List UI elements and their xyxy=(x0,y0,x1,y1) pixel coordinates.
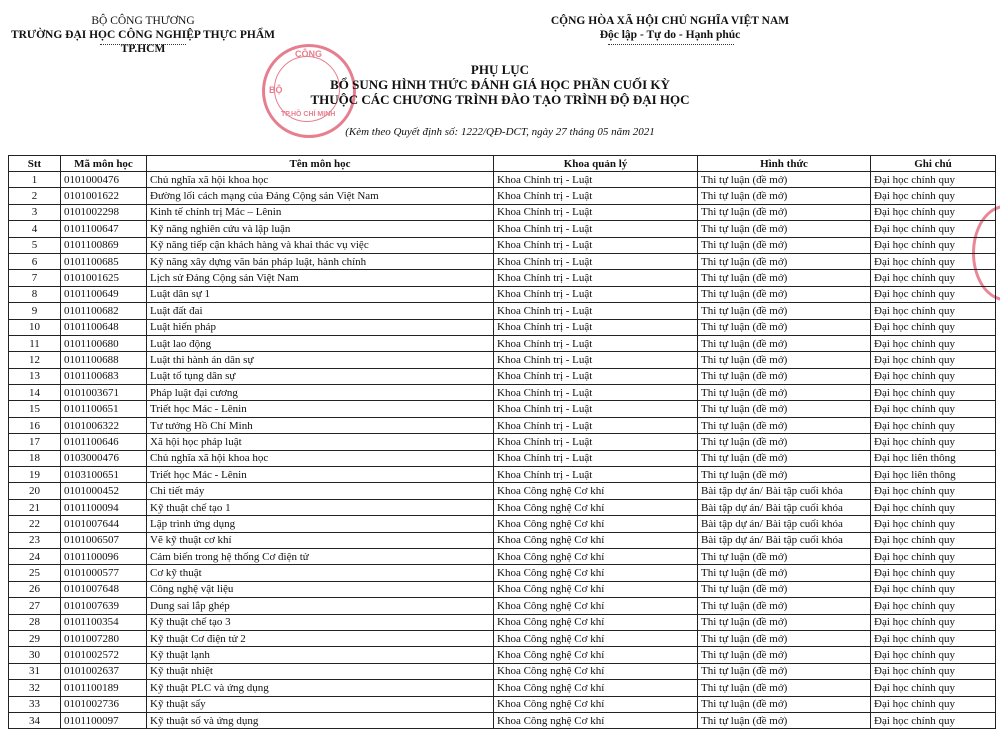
table-row xyxy=(9,483,996,499)
course-code-cell: 0101100685 xyxy=(61,253,147,269)
exam-format-cell: Thi tự luận (đề mở) xyxy=(698,680,871,696)
stt-cell: 13 xyxy=(9,368,61,384)
note-cell: Đại học chính quy xyxy=(871,270,996,286)
exam-format-cell: Thi tự luận (đề mở) xyxy=(698,450,871,466)
course-name-cell: Cơ kỹ thuật xyxy=(147,565,494,581)
exam-format-cell: Thi tự luận (đề mở) xyxy=(698,614,871,630)
note-cell: Đại học chính quy xyxy=(871,483,996,499)
left-divider xyxy=(100,44,186,45)
stt-cell: 29 xyxy=(9,630,61,646)
col-department-header: Khoa quản lý xyxy=(494,156,698,172)
course-name-cell: Luật đất đai xyxy=(147,303,494,319)
course-name-cell: Tư tưởng Hồ Chí Minh xyxy=(147,417,494,433)
course-name-cell: Kỹ thuật số và ứng dụng xyxy=(147,712,494,728)
exam-format-cell: Thi tự luận (đề mở) xyxy=(698,286,871,302)
note-cell: Đại học chính quy xyxy=(871,385,996,401)
department-cell: Khoa Chính trị - Luật xyxy=(494,172,698,188)
course-code-cell: 0103100651 xyxy=(61,467,147,483)
col-stt-header: Stt xyxy=(9,156,61,172)
stt-cell: 24 xyxy=(9,548,61,564)
department-cell: Khoa Chính trị - Luật xyxy=(494,221,698,237)
note-cell: Đại học chính quy xyxy=(871,368,996,384)
document-title xyxy=(200,62,800,107)
note-cell: Đại học chính quy xyxy=(871,303,996,319)
note-cell: Đại học chính quy xyxy=(871,548,996,564)
department-cell: Khoa Chính trị - Luật xyxy=(494,253,698,269)
course-name-cell: Đường lối cách mạng của Đảng Cộng sản Việt Nam xyxy=(147,188,494,204)
department-cell: Khoa Công nghệ Cơ khí xyxy=(494,630,698,646)
exam-format-cell: Thi tự luận (đề mở) xyxy=(698,253,871,269)
exam-format-cell: Thi tự luận (đề mở) xyxy=(698,712,871,728)
course-name-cell: Kinh tế chính trị Mác – Lênin xyxy=(147,204,494,220)
stt-cell: 9 xyxy=(9,303,61,319)
department-cell: Khoa Công nghệ Cơ khí xyxy=(494,581,698,597)
course-name-cell: Kỹ thuật Cơ điện tử 2 xyxy=(147,630,494,646)
note-cell: Đại học chính quy xyxy=(871,680,996,696)
col-format-header: Hình thức xyxy=(698,156,871,172)
exam-format-cell: Thi tự luận (đề mở) xyxy=(698,401,871,417)
course-name-cell: Kỹ thuật nhiệt xyxy=(147,663,494,679)
course-code-cell: 0101100647 xyxy=(61,221,147,237)
course-name-cell: Kỹ năng nghiên cứu và lập luận xyxy=(147,221,494,237)
note-cell: Đại học chính quy xyxy=(871,630,996,646)
table-row xyxy=(9,368,996,384)
note-cell: Đại học chính quy xyxy=(871,204,996,220)
note-cell: Đại học chính quy xyxy=(871,401,996,417)
stt-cell: 1 xyxy=(9,172,61,188)
table-row xyxy=(9,237,996,253)
table-row xyxy=(9,532,996,548)
department-cell: Khoa Công nghệ Cơ khí xyxy=(494,680,698,696)
department-cell: Khoa Công nghệ Cơ khí xyxy=(494,516,698,532)
exam-format-cell: Thi tự luận (đề mở) xyxy=(698,581,871,597)
table-row xyxy=(9,614,996,630)
exam-format-cell: Thi tự luận (đề mở) xyxy=(698,335,871,351)
course-name-cell: Chủ nghĩa xã hội khoa học xyxy=(147,450,494,466)
course-name-cell: Công nghệ vật liệu xyxy=(147,581,494,597)
note-cell: Đại học liên thông xyxy=(871,467,996,483)
table-row xyxy=(9,647,996,663)
note-cell: Đại học chính quy xyxy=(871,221,996,237)
course-code-cell: 0101002637 xyxy=(61,663,147,679)
course-name-cell: Lịch sử Đảng Cộng sản Việt Nam xyxy=(147,270,494,286)
table-row xyxy=(9,680,996,696)
stt-cell: 27 xyxy=(9,598,61,614)
course-name-cell: Chủ nghĩa xã hội khoa học xyxy=(147,172,494,188)
exam-format-cell: Thi tự luận (đề mở) xyxy=(698,630,871,646)
ministry-name: BỘ CÔNG THƯƠNG xyxy=(91,15,195,27)
exam-format-cell: Thi tự luận (đề mở) xyxy=(698,565,871,581)
department-cell: Khoa Chính trị - Luật xyxy=(494,385,698,401)
course-name-cell: Triết học Mác - Lênin xyxy=(147,401,494,417)
stt-cell: 22 xyxy=(9,516,61,532)
course-code-cell: 0103000476 xyxy=(61,450,147,466)
course-code-cell: 0101007644 xyxy=(61,516,147,532)
table-row xyxy=(9,434,996,450)
note-cell: Đại học chính quy xyxy=(871,516,996,532)
course-name-cell: Kỹ thuật lạnh xyxy=(147,647,494,663)
note-cell: Đại học chính quy xyxy=(871,352,996,368)
course-code-cell: 0101100869 xyxy=(61,237,147,253)
course-code-cell: 0101006507 xyxy=(61,532,147,548)
stt-cell: 10 xyxy=(9,319,61,335)
department-cell: Khoa Chính trị - Luật xyxy=(494,450,698,466)
exam-format-cell: Bài tập dự án/ Bài tập cuối khóa xyxy=(698,499,871,515)
table-row xyxy=(9,401,996,417)
col-note-header: Ghi chú xyxy=(871,156,996,172)
department-cell: Khoa Công nghệ Cơ khí xyxy=(494,696,698,712)
country-name: CỘNG HÒA XÃ HỘI CHỦ NGHĨA VIỆT NAM xyxy=(550,15,790,27)
note-cell: Đại học chính quy xyxy=(871,188,996,204)
course-code-cell: 0101007280 xyxy=(61,630,147,646)
note-cell: Đại học chính quy xyxy=(871,434,996,450)
course-name-cell: Xã hội học pháp luật xyxy=(147,434,494,450)
col-course-name-header: Tên môn học xyxy=(147,156,494,172)
stamp-bottom-text: TP.HỒ CHÍ MINH xyxy=(281,111,336,118)
course-name-cell: Kỹ thuật sấy xyxy=(147,696,494,712)
table-row xyxy=(9,467,996,483)
stt-cell: 34 xyxy=(9,712,61,728)
note-cell: Đại học chính quy xyxy=(871,663,996,679)
department-cell: Khoa Chính trị - Luật xyxy=(494,303,698,319)
department-cell: Khoa Chính trị - Luật xyxy=(494,237,698,253)
course-name-cell: Pháp luật đại cương xyxy=(147,385,494,401)
note-cell: Đại học chính quy xyxy=(871,499,996,515)
course-name-cell: Kỹ năng tiếp cận khách hàng và khai thác vụ việc xyxy=(147,237,494,253)
course-code-cell: 0101000452 xyxy=(61,483,147,499)
stt-cell: 3 xyxy=(9,204,61,220)
col-code-header: Mã môn học xyxy=(61,156,147,172)
title-line-1: PHỤ LỤC xyxy=(470,62,530,77)
stt-cell: 26 xyxy=(9,581,61,597)
table-row xyxy=(9,516,996,532)
table-row xyxy=(9,303,996,319)
stamp-top-text: CÔNG xyxy=(295,49,322,59)
course-code-cell: 0101100096 xyxy=(61,548,147,564)
stt-cell: 33 xyxy=(9,696,61,712)
department-cell: Khoa Chính trị - Luật xyxy=(494,401,698,417)
exam-format-cell: Bài tập dự án/ Bài tập cuối khóa xyxy=(698,532,871,548)
department-cell: Khoa Công nghệ Cơ khí xyxy=(494,483,698,499)
course-code-cell: 0101100354 xyxy=(61,614,147,630)
department-cell: Khoa Công nghệ Cơ khí xyxy=(494,565,698,581)
department-cell: Khoa Chính trị - Luật xyxy=(494,335,698,351)
exam-format-cell: Thi tự luận (đề mở) xyxy=(698,663,871,679)
course-name-cell: Luật hiến pháp xyxy=(147,319,494,335)
table-row xyxy=(9,352,996,368)
stt-cell: 15 xyxy=(9,401,61,417)
table-row xyxy=(9,598,996,614)
department-cell: Khoa Chính trị - Luật xyxy=(494,368,698,384)
exam-format-cell: Thi tự luận (đề mở) xyxy=(698,434,871,450)
stt-cell: 8 xyxy=(9,286,61,302)
note-cell: Đại học liên thông xyxy=(871,450,996,466)
table-row xyxy=(9,172,996,188)
department-cell: Khoa Chính trị - Luật xyxy=(494,286,698,302)
department-cell: Khoa Chính trị - Luật xyxy=(494,188,698,204)
exam-format-cell: Thi tự luận (đề mở) xyxy=(698,237,871,253)
table-row xyxy=(9,319,996,335)
course-name-cell: Luật lao động xyxy=(147,335,494,351)
course-name-cell: Kỹ thuật chế tạo 3 xyxy=(147,614,494,630)
stamp-side-text: BỘ xyxy=(269,85,283,95)
course-name-cell: Kỹ thuật chế tạo 1 xyxy=(147,499,494,515)
school-name: TRƯỜNG ĐẠI HỌC CÔNG NGHIỆP THỰC PHẨM TP.HCM xyxy=(10,29,276,55)
stt-cell: 2 xyxy=(9,188,61,204)
stt-cell: 11 xyxy=(9,335,61,351)
exam-format-cell: Thi tự luận (đề mở) xyxy=(698,303,871,319)
stt-cell: 19 xyxy=(9,467,61,483)
table-row xyxy=(9,663,996,679)
table-row xyxy=(9,450,996,466)
note-cell: Đại học chính quy xyxy=(871,696,996,712)
exam-format-cell: Thi tự luận (đề mở) xyxy=(698,647,871,663)
exam-format-cell: Thi tự luận (đề mở) xyxy=(698,548,871,564)
national-motto: Độc lập - Tự do - Hạnh phúc xyxy=(599,29,741,41)
course-code-cell: 0101100097 xyxy=(61,712,147,728)
note-cell: Đại học chính quy xyxy=(871,172,996,188)
stt-cell: 7 xyxy=(9,270,61,286)
exam-format-cell: Thi tự luận (đề mở) xyxy=(698,696,871,712)
department-cell: Khoa Công nghệ Cơ khí xyxy=(494,663,698,679)
course-code-cell: 0101001625 xyxy=(61,270,147,286)
course-code-cell: 0101100680 xyxy=(61,335,147,351)
course-code-cell: 0101100646 xyxy=(61,434,147,450)
course-code-cell: 0101100648 xyxy=(61,319,147,335)
table-row xyxy=(9,499,996,515)
stt-cell: 18 xyxy=(9,450,61,466)
table-row xyxy=(9,417,996,433)
issuer-header xyxy=(8,14,278,56)
note-cell: Đại học chính quy xyxy=(871,319,996,335)
course-name-cell: Chi tiết máy xyxy=(147,483,494,499)
course-code-cell: 0101000476 xyxy=(61,172,147,188)
exam-format-cell: Thi tự luận (đề mở) xyxy=(698,352,871,368)
exam-format-cell: Thi tự luận (đề mở) xyxy=(698,598,871,614)
note-cell: Đại học chính quy xyxy=(871,286,996,302)
stt-cell: 5 xyxy=(9,237,61,253)
exam-format-cell: Thi tự luận (đề mở) xyxy=(698,172,871,188)
course-name-cell: Triết học Mác - Lênin xyxy=(147,467,494,483)
course-code-cell: 0101100682 xyxy=(61,303,147,319)
table-body xyxy=(9,172,996,729)
course-code-cell: 0101006322 xyxy=(61,417,147,433)
course-code-cell: 0101002572 xyxy=(61,647,147,663)
course-name-cell: Luật tố tụng dân sự xyxy=(147,368,494,384)
exam-format-cell: Bài tập dự án/ Bài tập cuối khóa xyxy=(698,483,871,499)
table-row xyxy=(9,204,996,220)
course-table xyxy=(8,155,996,729)
course-name-cell: Luật thi hành án dân sự xyxy=(147,352,494,368)
note-cell: Đại học chính quy xyxy=(871,253,996,269)
note-cell: Đại học chính quy xyxy=(871,614,996,630)
stt-cell: 31 xyxy=(9,663,61,679)
exam-format-cell: Thi tự luận (đề mở) xyxy=(698,270,871,286)
exam-format-cell: Thi tự luận (đề mở) xyxy=(698,188,871,204)
table-row xyxy=(9,188,996,204)
department-cell: Khoa Công nghệ Cơ khí xyxy=(494,598,698,614)
course-name-cell: Cảm biến trong hệ thống Cơ điện tử xyxy=(147,548,494,564)
note-cell: Đại học chính quy xyxy=(871,565,996,581)
course-name-cell: Dung sai lắp ghép xyxy=(147,598,494,614)
national-header xyxy=(520,14,820,42)
table-row xyxy=(9,565,996,581)
course-code-cell: 0101001622 xyxy=(61,188,147,204)
course-code-cell: 0101007648 xyxy=(61,581,147,597)
stt-cell: 28 xyxy=(9,614,61,630)
department-cell: Khoa Công nghệ Cơ khí xyxy=(494,614,698,630)
department-cell: Khoa Công nghệ Cơ khí xyxy=(494,499,698,515)
course-code-cell: 0101003671 xyxy=(61,385,147,401)
table-header-row xyxy=(9,156,996,172)
table-row xyxy=(9,696,996,712)
exam-format-cell: Bài tập dự án/ Bài tập cuối khóa xyxy=(698,516,871,532)
note-cell: Đại học chính quy xyxy=(871,335,996,351)
course-name-cell: Kỹ thuật PLC và ứng dụng xyxy=(147,680,494,696)
course-name-cell: Lập trình ứng dụng xyxy=(147,516,494,532)
course-code-cell: 0101100189 xyxy=(61,680,147,696)
table-row xyxy=(9,253,996,269)
table-row xyxy=(9,335,996,351)
note-cell: Đại học chính quy xyxy=(871,581,996,597)
stt-cell: 23 xyxy=(9,532,61,548)
course-code-cell: 0101100649 xyxy=(61,286,147,302)
table-row xyxy=(9,712,996,728)
department-cell: Khoa Công nghệ Cơ khí xyxy=(494,647,698,663)
course-code-cell: 0101002298 xyxy=(61,204,147,220)
course-code-cell: 0101100683 xyxy=(61,368,147,384)
exam-format-cell: Thi tự luận (đề mở) xyxy=(698,221,871,237)
table-row xyxy=(9,548,996,564)
stt-cell: 20 xyxy=(9,483,61,499)
stt-cell: 16 xyxy=(9,417,61,433)
course-code-cell: 0101100094 xyxy=(61,499,147,515)
stt-cell: 21 xyxy=(9,499,61,515)
department-cell: Khoa Công nghệ Cơ khí xyxy=(494,548,698,564)
right-divider xyxy=(608,44,734,45)
stt-cell: 25 xyxy=(9,565,61,581)
department-cell: Khoa Chính trị - Luật xyxy=(494,467,698,483)
course-code-cell: 0101002736 xyxy=(61,696,147,712)
note-cell: Đại học chính quy xyxy=(871,532,996,548)
table-row xyxy=(9,270,996,286)
exam-format-cell: Thi tự luận (đề mở) xyxy=(698,204,871,220)
department-cell: Khoa Công nghệ Cơ khí xyxy=(494,532,698,548)
course-name-cell: Kỹ năng xây dựng văn bản pháp luật, hành chính xyxy=(147,253,494,269)
stt-cell: 14 xyxy=(9,385,61,401)
exam-format-cell: Thi tự luận (đề mở) xyxy=(698,368,871,384)
note-cell: Đại học chính quy xyxy=(871,417,996,433)
department-cell: Khoa Chính trị - Luật xyxy=(494,352,698,368)
note-cell: Đại học chính quy xyxy=(871,237,996,253)
title-line-2: BỔ SUNG HÌNH THỨC ĐÁNH GIÁ HỌC PHẦN CUỐI KỲ xyxy=(330,77,670,92)
department-cell: Khoa Công nghệ Cơ khí xyxy=(494,712,698,728)
stt-cell: 32 xyxy=(9,680,61,696)
note-cell: Đại học chính quy xyxy=(871,598,996,614)
course-code-cell: 0101100651 xyxy=(61,401,147,417)
title-line-3: THUỘC CÁC CHƯƠNG TRÌNH ĐÀO TẠO TRÌNH ĐỘ ĐẠI HỌC xyxy=(310,92,690,107)
stt-cell: 6 xyxy=(9,253,61,269)
department-cell: Khoa Chính trị - Luật xyxy=(494,319,698,335)
department-cell: Khoa Chính trị - Luật xyxy=(494,434,698,450)
course-code-cell: 0101007639 xyxy=(61,598,147,614)
note-cell: Đại học chính quy xyxy=(871,647,996,663)
course-name-cell: Vẽ kỹ thuật cơ khí xyxy=(147,532,494,548)
exam-format-cell: Thi tự luận (đề mở) xyxy=(698,467,871,483)
table-row xyxy=(9,385,996,401)
exam-format-cell: Thi tự luận (đề mở) xyxy=(698,385,871,401)
exam-format-cell: Thi tự luận (đề mở) xyxy=(698,319,871,335)
table-row xyxy=(9,581,996,597)
stt-cell: 4 xyxy=(9,221,61,237)
stt-cell: 17 xyxy=(9,434,61,450)
table-row xyxy=(9,221,996,237)
table-row xyxy=(9,630,996,646)
department-cell: Khoa Chính trị - Luật xyxy=(494,204,698,220)
stt-cell: 30 xyxy=(9,647,61,663)
decision-reference: (Kèm theo Quyết định số: 1222/QĐ-DCT, ngày 27 tháng 05 năm 2021 xyxy=(345,126,655,138)
department-cell: Khoa Chính trị - Luật xyxy=(494,417,698,433)
exam-format-cell: Thi tự luận (đề mở) xyxy=(698,417,871,433)
stt-cell: 12 xyxy=(9,352,61,368)
note-cell: Đại học chính quy xyxy=(871,712,996,728)
table-row xyxy=(9,286,996,302)
department-cell: Khoa Chính trị - Luật xyxy=(494,270,698,286)
course-code-cell: 0101100688 xyxy=(61,352,147,368)
course-code-cell: 0101000577 xyxy=(61,565,147,581)
course-name-cell: Luật dân sự 1 xyxy=(147,286,494,302)
